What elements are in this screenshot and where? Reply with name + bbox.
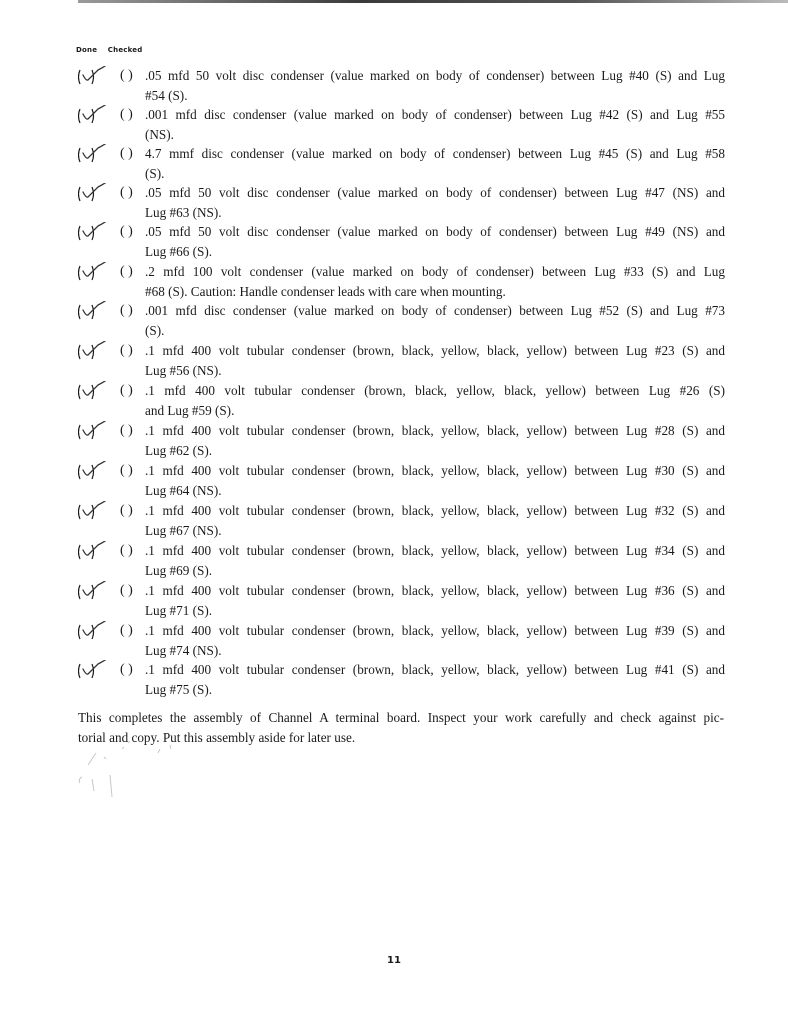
step-description <box>145 105 725 144</box>
step-description <box>145 461 725 500</box>
checked-checkbox[interactable] <box>120 301 133 320</box>
checked-checkbox[interactable] <box>120 262 133 281</box>
assembly-step <box>0 621 788 661</box>
checked-checkbox-glyph: ( ) <box>120 146 133 161</box>
step-line-2: Lug #69 (S). <box>145 562 213 578</box>
checked-checkbox-glyph: ( ) <box>120 68 133 83</box>
step-description <box>145 581 725 620</box>
checked-checkbox-glyph: ( ) <box>120 583 133 598</box>
checked-checkbox-glyph: ( ) <box>120 463 133 478</box>
checked-checkbox[interactable] <box>120 144 133 163</box>
pencil-checkmark-icon <box>78 421 118 445</box>
column-header <box>76 46 150 54</box>
step-line-2: Lug #67 (NS). <box>145 522 222 538</box>
done-checkbox[interactable] <box>78 144 116 166</box>
step-description <box>145 541 725 580</box>
step-description <box>145 341 725 380</box>
pencil-checkmark-icon <box>78 461 118 485</box>
checked-checkbox[interactable] <box>120 541 133 560</box>
step-line-2: Lug #75 (S). <box>145 681 213 697</box>
checked-checkbox[interactable] <box>120 183 133 202</box>
done-checkbox[interactable] <box>78 381 116 403</box>
done-checkbox[interactable] <box>78 541 116 563</box>
checked-checkbox[interactable] <box>120 105 133 124</box>
done-checkbox[interactable] <box>78 183 116 205</box>
assembly-step <box>0 144 788 184</box>
done-checkbox[interactable] <box>78 262 116 284</box>
pencil-checkmark-icon <box>78 222 118 246</box>
checked-checkbox-glyph: ( ) <box>120 383 133 398</box>
assembly-step <box>0 501 788 541</box>
step-description <box>145 421 725 460</box>
checked-checkbox-glyph: ( ) <box>120 503 133 518</box>
step-line-2: Lug #71 (S). <box>145 602 213 618</box>
step-description <box>145 262 725 301</box>
pencil-checkmark-icon <box>78 262 118 286</box>
step-line-2: Lug #56 (NS). <box>145 362 222 378</box>
assembly-step <box>0 301 788 341</box>
checked-checkbox[interactable] <box>120 421 133 440</box>
step-description <box>145 381 725 420</box>
done-checkbox[interactable] <box>78 581 116 603</box>
checked-checkbox-glyph: ( ) <box>120 662 133 677</box>
assembly-step <box>0 660 788 700</box>
step-line-1: 4.7 mmf disc condenser (value marked on body of condenser) between Lug #45 (S) and Lug #58 <box>145 146 725 161</box>
checked-checkbox[interactable] <box>120 660 133 679</box>
step-line-1: .05 mfd 50 volt disc condenser (value marked on body of condenser) between Lug #49 (NS) and <box>145 224 725 239</box>
pencil-checkmark-icon <box>78 541 118 565</box>
assembly-step <box>0 541 788 581</box>
checked-checkbox-glyph: ( ) <box>120 343 133 358</box>
step-line-2: #68 (S). Caution: Handle condenser leads with care when mounting. <box>145 283 506 299</box>
step-line-2: (S). <box>145 165 165 181</box>
done-checkbox[interactable] <box>78 660 116 682</box>
checked-checkbox-glyph: ( ) <box>120 423 133 438</box>
done-checkbox[interactable] <box>78 66 116 88</box>
step-line-1: .1 mfd 400 volt tubular condenser (brown, black, yellow, black, yellow) between Lug #34 (S) and <box>145 543 725 558</box>
checked-checkbox-glyph: ( ) <box>120 543 133 558</box>
step-description <box>145 501 725 540</box>
step-description <box>145 144 725 183</box>
step-line-2: and Lug #59 (S). <box>145 402 235 418</box>
done-checkbox[interactable] <box>78 301 116 323</box>
step-line-1: .05 mfd 50 volt disc condenser (value marked on body of condenser) between Lug #40 (S) and Lug <box>145 68 725 83</box>
checked-checkbox[interactable] <box>120 381 133 400</box>
assembly-step <box>0 581 788 621</box>
pencil-scribble-icon <box>70 735 180 805</box>
checked-checkbox-glyph: ( ) <box>120 623 133 638</box>
scan-edge-line <box>78 0 788 3</box>
pencil-checkmark-icon <box>78 660 118 684</box>
closing-line-2: torial and copy. Put this assembly aside for later use. <box>78 730 356 745</box>
step-description <box>145 222 725 261</box>
checked-checkbox[interactable] <box>120 222 133 241</box>
step-line-2: Lug #63 (NS). <box>145 204 222 220</box>
assembly-step <box>0 105 788 145</box>
step-description <box>145 183 725 222</box>
step-line-1: .05 mfd 50 volt disc condenser (value marked on body of condenser) between Lug #47 (NS) and <box>145 185 725 200</box>
step-line-1: .1 mfd 400 volt tubular condenser (brown, black, yellow, black, yellow) between Lug #41 (S) and <box>145 662 725 677</box>
done-checkbox[interactable] <box>78 222 116 244</box>
step-line-1: .001 mfd disc condenser (value marked on body of condenser) between Lug #52 (S) and Lug #73 <box>145 303 725 318</box>
step-line-1: .001 mfd disc condenser (value marked on body of condenser) between Lug #42 (S) and Lug #55 <box>145 107 725 122</box>
checked-checkbox[interactable] <box>120 621 133 640</box>
done-checkbox[interactable] <box>78 421 116 443</box>
step-line-2: Lug #66 (S). <box>145 243 213 259</box>
checked-checkbox[interactable] <box>120 501 133 520</box>
pencil-checkmark-icon <box>78 501 118 525</box>
checked-checkbox[interactable] <box>120 66 133 85</box>
step-line-2: (S). <box>145 322 165 338</box>
step-line-2: Lug #74 (NS). <box>145 642 222 658</box>
pencil-checkmark-icon <box>78 66 118 90</box>
step-description <box>145 66 725 105</box>
step-line-1: .1 mfd 400 volt tubular condenser (brown, black, yellow, black, yellow) between Lug #32 (S) and <box>145 503 725 518</box>
assembly-step <box>0 341 788 381</box>
step-line-1: .1 mfd 400 volt tubular condenser (brown, black, yellow, black, yellow) between Lug #23 (S) and <box>145 343 725 358</box>
step-line-2: #54 (S). <box>145 87 188 103</box>
checked-checkbox-glyph: ( ) <box>120 224 133 239</box>
checked-checkbox[interactable] <box>120 461 133 480</box>
assembly-step <box>0 66 788 106</box>
step-description <box>145 660 725 699</box>
checked-checkbox-glyph: ( ) <box>120 303 133 318</box>
step-line-2: Lug #64 (NS). <box>145 482 222 498</box>
step-description <box>145 301 725 340</box>
step-line-2: (NS). <box>145 126 174 142</box>
step-line-1: .1 mfd 400 volt tubular condenser (brown, black, yellow, black, yellow) between Lug #30 (S) and <box>145 463 725 478</box>
assembly-step <box>0 381 788 421</box>
pencil-checkmark-icon <box>78 301 118 325</box>
closing-line-1: This completes the assembly of Channel A terminal board. Inspect your work carefully and check against pic- <box>78 710 724 725</box>
done-column-label: Done <box>76 46 98 54</box>
assembly-step <box>0 222 788 262</box>
pencil-checkmark-icon <box>78 621 118 645</box>
checked-checkbox-glyph: ( ) <box>120 185 133 200</box>
step-description <box>145 621 725 660</box>
done-checkbox[interactable] <box>78 341 116 363</box>
step-line-1: .1 mfd 400 volt tubular condenser (brown, black, yellow, black, yellow) between Lug #39 (S) and <box>145 623 725 638</box>
assembly-step <box>0 461 788 501</box>
step-line-1: .1 mfd 400 volt tubular condenser (brown, black, yellow, black, yellow) between Lug #28 (S) and <box>145 423 725 438</box>
pencil-checkmark-icon <box>78 144 118 168</box>
assembly-step <box>0 262 788 302</box>
checked-checkbox[interactable] <box>120 341 133 360</box>
pencil-checkmark-icon <box>78 381 118 405</box>
pencil-checkmark-icon <box>78 183 118 207</box>
checked-checkbox-glyph: ( ) <box>120 107 133 122</box>
done-checkbox[interactable] <box>78 501 116 523</box>
pencil-checkmark-icon <box>78 341 118 365</box>
checked-checkbox[interactable] <box>120 581 133 600</box>
done-checkbox[interactable] <box>78 105 116 127</box>
step-line-1: .1 mfd 400 volt tubular condenser (brown, black, yellow, black, yellow) between Lug #26 (S) <box>145 383 725 398</box>
pencil-checkmark-icon <box>78 581 118 605</box>
assembly-step <box>0 421 788 461</box>
checked-column-label: Checked <box>107 46 143 54</box>
step-line-1: .1 mfd 400 volt tubular condenser (brown, black, yellow, black, yellow) between Lug #36 (S) and <box>145 583 725 598</box>
step-line-2: Lug #62 (S). <box>145 442 213 458</box>
checked-checkbox-glyph: ( ) <box>120 264 133 279</box>
step-line-1: .2 mfd 100 volt condenser (value marked on body of condenser) between Lug #33 (S) and Lug <box>145 264 725 279</box>
page-number: 11 <box>387 955 401 966</box>
done-checkbox[interactable] <box>78 461 116 483</box>
assembly-step <box>0 183 788 223</box>
done-checkbox[interactable] <box>78 621 116 643</box>
pencil-checkmark-icon <box>78 105 118 129</box>
